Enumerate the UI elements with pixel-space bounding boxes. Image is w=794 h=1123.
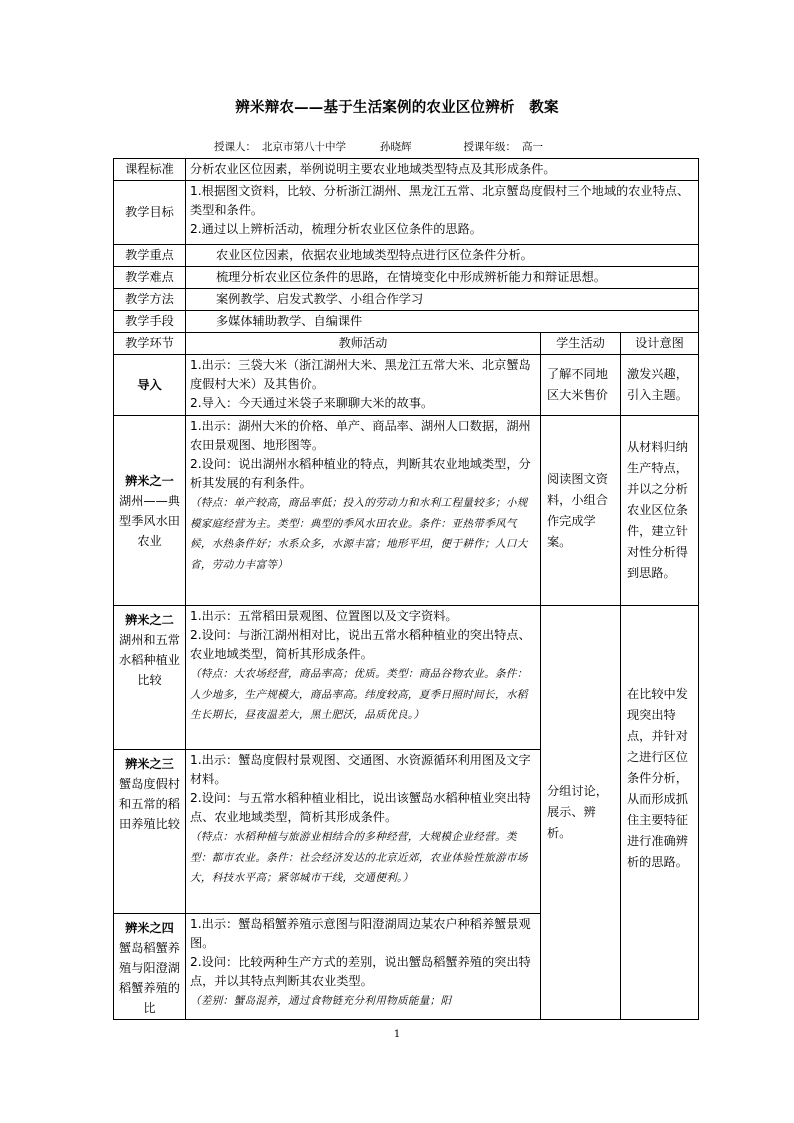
page-number: 1 <box>393 1029 401 1040</box>
teacher-line: 1.出示：湖州大米的价格、单产、商品率、湖州人口数据，湖州农田景观图、地形图等。 <box>190 419 531 452</box>
teacher-activity <box>186 606 541 750</box>
difficulty-text: 梳理分析农业区位条件的思路，在情境变化中形成辨析能力和辩证思想。 <box>186 267 699 289</box>
student-activity: 了解不同地区大米售价 <box>541 355 621 416</box>
teacher-line: 1.出示：蟹岛稻蟹养殖示意图与阳澄湖周边某农户种稻养蟹景观图。 <box>190 917 531 950</box>
student-activity: 阅读图文资料，小组合作完成学案。 <box>541 416 621 606</box>
stage-row-intro <box>114 355 699 416</box>
goal-item-1: 1.根据图文资料，比较、分析浙江湖州、黑龙江五常、北京蟹岛度假村三个地域的农业特点、类型和条件。 <box>190 184 690 217</box>
stage-name: 辨米之二 <box>125 613 174 627</box>
goals-cell <box>186 181 699 245</box>
teacher-name: 孙晓辉 <box>380 141 412 153</box>
teacher-line: 1.出示：蟹岛度假村景观图、交通图、水资源循环利用图及文字材料。 <box>190 753 531 786</box>
teacher-label: 授课人： <box>214 141 256 153</box>
stage-subtitle: 湖州和五常水稻种植业比较 <box>119 633 180 687</box>
stage-label <box>114 416 186 606</box>
stage-row-1 <box>114 416 699 606</box>
focus-label: 教学重点 <box>114 245 186 267</box>
header-student: 学生活动 <box>541 333 621 355</box>
teacher-activity <box>186 416 541 606</box>
teacher-line: 1.出示：三袋大米（浙江湖州大米、黑龙江五常大米、北京蟹岛度假村大米）及其售价。 <box>190 358 531 391</box>
teacher-activity <box>186 914 541 1020</box>
stage-name: 导入 <box>137 378 162 392</box>
stage-name: 辨米之三 <box>125 757 174 771</box>
student-activity-shared: 分组讨论，展示、辨析。 <box>541 606 621 1020</box>
method-label: 教学方法 <box>114 289 186 311</box>
header-teacher: 教师活动 <box>186 333 541 355</box>
answer-note: （差别：蟹岛混养，通过食物链充分利用物质能量；阳 <box>190 995 452 1007</box>
goals-label: 教学目标 <box>114 181 186 245</box>
teacher-line: 2.设问：比较两种生产方式的差别，说出蟹岛稻蟹养殖的突出特点，并以其特点判断其农业类型。 <box>190 955 531 988</box>
lesson-plan-table <box>113 158 699 1020</box>
stage-name: 辨米之四 <box>125 921 174 935</box>
grade-value: 高一 <box>522 141 543 153</box>
means-text: 多媒体辅助教学、自编课件 <box>186 311 699 333</box>
design-intent: 激发兴趣，引入主题。 <box>621 355 699 416</box>
stage-subtitle: 湖州——典型季风水田农业 <box>119 493 180 548</box>
standard-text: 分析农业区位因素，举例说明主要农业地域类型特点及其形成条件。 <box>186 159 699 181</box>
teacher-activity <box>186 750 541 914</box>
school-name: 北京市第八十中学 <box>262 141 346 153</box>
method-text: 案例教学、启发式教学、小组合作学习 <box>186 289 699 311</box>
answer-note: （特点：大农场经营，商品率高；优质。类型：商品谷物农业。条件：人少地多，生产规模大，商品率高。纬度较高，夏季日照时间长，水稻生长期长，昼夜温差大，黑土肥沃，品质优良。） <box>190 668 528 721</box>
teacher-line: 2.设问：与浙江湖州相对比，说出五常水稻种植业的突出特点、农业地域类型，简析其形成条件。 <box>190 628 531 661</box>
document-title: 辨米辩农——基于生活案例的农业区位辨析 教案 <box>235 99 559 116</box>
teacher-activity <box>186 355 541 416</box>
goal-item-2: 2.通过以上辨析活动，梳理分析农业区位条件的思路。 <box>190 222 482 236</box>
stage-name: 辨米之一 <box>125 473 174 488</box>
difficulty-label: 教学难点 <box>114 267 186 289</box>
answer-note: （特点：水稻种植与旅游业相结合的多种经营，大规模企业经营。类型：都市农业。条件：社会经济发达的北京近郊，农业体验性旅游市场大，科技水平高；紧邻城市干线，交通便利。） <box>190 831 528 884</box>
grade-label: 授课年级： <box>463 141 516 153</box>
stage-label <box>114 914 186 1020</box>
stage-label <box>114 750 186 914</box>
teacher-line: 2.导入：今天通过米袋子来聊聊大米的故事。 <box>190 396 434 410</box>
stage-row-2 <box>114 606 699 750</box>
header-stage: 教学环节 <box>114 333 186 355</box>
answer-note: （特点：单产较高，商品率低；投入的劳动力和水利工程量较多；小规模家庭经营为主。类型：典型的季风水田农业。条件：亚热带季风气候，水热条件好；水系众多，水源丰富；地形平坦，便于耕作；人口大省，劳动力丰富等） <box>190 497 528 571</box>
stage-subtitle: 蟹岛稻蟹养殖与阳澄湖稻蟹养殖的比 <box>119 941 180 1015</box>
means-label: 教学手段 <box>114 311 186 333</box>
teacher-line: 2.设问：与五常水稻种植业相比，说出该蟹岛水稻种植业突出特点、农业地域类型，简析其形成条件。 <box>190 791 531 824</box>
header-design: 设计意图 <box>621 333 699 355</box>
byline <box>214 139 549 154</box>
teacher-line: 2.设问：说出湖州水稻种植业的特点，判断其农业地域类型，分析其发展的有利条件。 <box>190 457 531 490</box>
design-intent: 从材料归纳生产特点，并以之分析农业区位条件，建立针对性分析得到思路。 <box>621 416 699 606</box>
teacher-line: 1.出示：五常稻田景观图、位置图以及文字资料。 <box>190 609 458 623</box>
stage-label <box>114 355 186 416</box>
standard-label: 课程标准 <box>114 159 186 181</box>
design-intent-shared: 在比较中发现突出特点，并针对之进行区位条件分析，从而形成抓住主要特征进行准确辨析的思路。 <box>621 606 699 1020</box>
stage-label <box>114 606 186 750</box>
focus-text: 农业区位因素，依据农业地域类型特点进行区位条件分析。 <box>186 245 699 267</box>
stage-subtitle: 蟹岛度假村和五常的稻田养殖比较 <box>119 777 180 831</box>
